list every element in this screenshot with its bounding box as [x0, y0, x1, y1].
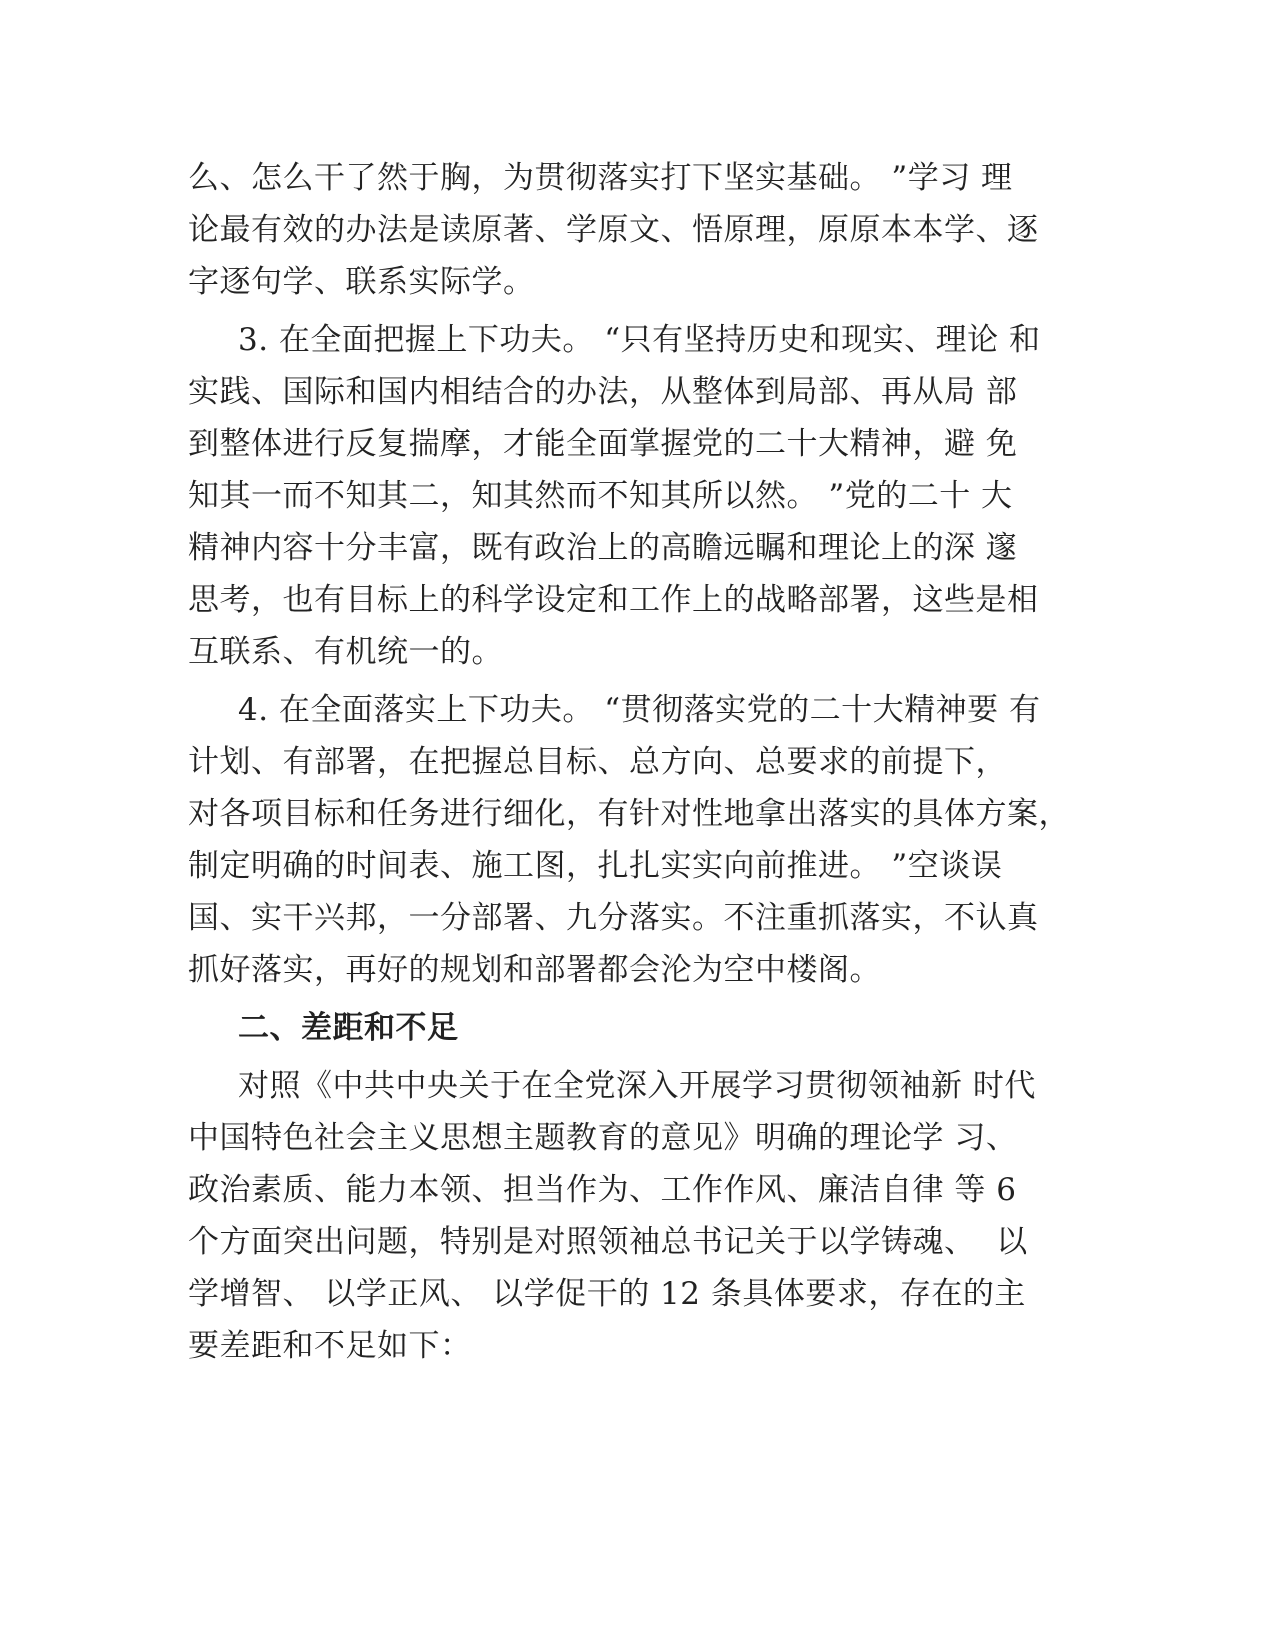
text-line: 么、怎么干了然于胸，为贯彻落实打下坚实基础。 ”学习 理	[188, 160, 1013, 196]
document-body	[188, 152, 1088, 1372]
text-line: 思考，也有目标上的科学设定和工作上的战略部署，这些是相	[188, 582, 1039, 618]
paragraph-item-4	[188, 684, 1088, 996]
heading-text: 二、差距和不足	[238, 1010, 459, 1046]
text-line: 知其一而不知其二，知其然而不知其所以然。 ”党的二十 大	[188, 478, 1013, 514]
text-line: 4. 在全面落实上下功夫。 “贯彻落实党的二十大精神要 有	[238, 692, 1041, 728]
text-line: 对各项目标和任务进行细化，有针对性地拿出落实的具体方案，	[188, 796, 1070, 832]
paragraph-item-3	[188, 314, 1088, 678]
text-line: 字逐句学、联系实际学。	[188, 264, 535, 300]
text-line: 抓好落实，再好的规划和部署都会沦为空中楼阁。	[188, 952, 881, 988]
text-line: 3. 在全面把握上下功夫。 “只有坚持历史和现实、理论 和	[238, 322, 1041, 358]
text-line: 国、实干兴邦，一分部署、九分落实。不注重抓落实，不认真	[188, 900, 1039, 936]
text-line: 实践、国际和国内相结合的办法，从整体到局部、再从局 部	[188, 374, 1018, 410]
text-line: 政治素质、能力本领、担当作为、工作作风、廉洁自律 等 6	[188, 1172, 1017, 1208]
text-line: 精神内容十分丰富，既有政治上的高瞻远瞩和理论上的深 邃	[188, 530, 1018, 566]
text-line: 个方面突出问题，特别是对照领袖总书记关于以学铸魂、 以	[188, 1224, 1028, 1260]
text-line: 中国特色社会主义思想主题教育的意见》明确的理论学 习、	[188, 1120, 1018, 1156]
text-line: 计划、有部署，在把握总目标、总方向、总要求的前提下，	[188, 744, 1007, 780]
text-line: 制定明确的时间表、施工图，扎扎实实向前推进。 ”空谈误	[188, 848, 1003, 884]
text-line: 互联系、有机统一的。	[188, 634, 503, 670]
text-line: 对照《中共中央关于在全党深入开展学习贯彻领袖新 时代	[238, 1068, 1036, 1104]
text-line: 到整体进行反复揣摩，才能全面掌握党的二十大精神，避 免	[188, 426, 1018, 462]
text-line: 论最有效的办法是读原著、学原文、悟原理，原原本本学、逐	[188, 212, 1039, 248]
paragraph-continuation	[188, 152, 1088, 308]
paragraph-gaps	[188, 1060, 1088, 1372]
text-line: 要差距和不足如下：	[188, 1328, 472, 1364]
text-line: 学增智、 以学正风、 以学促干的 12 条具体要求，存在的主	[188, 1276, 1026, 1312]
section-heading	[188, 1002, 1088, 1054]
